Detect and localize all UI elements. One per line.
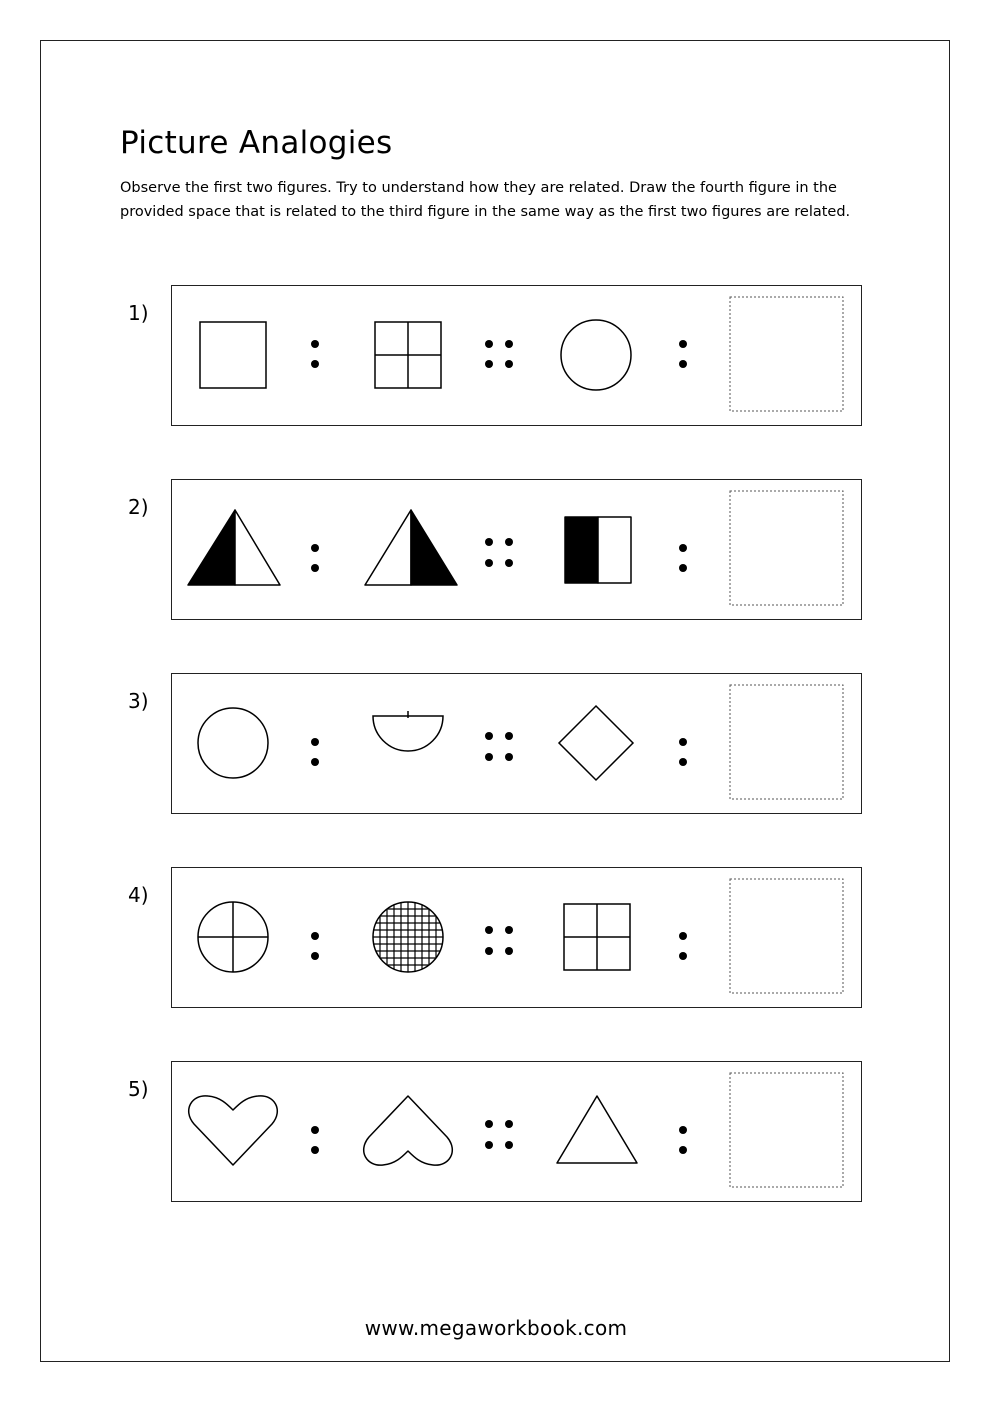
proportion-double-colon bbox=[485, 732, 513, 761]
question-row-5 bbox=[171, 1061, 862, 1202]
square-divided-in-four-figure bbox=[375, 322, 441, 388]
answer-box[interactable] bbox=[730, 491, 843, 605]
footer-website: www.megaworkbook.com bbox=[364, 1316, 628, 1340]
question-number: 4) bbox=[128, 883, 149, 907]
question-number: 2) bbox=[128, 495, 149, 519]
ratio-colon bbox=[679, 738, 687, 766]
ratio-colon bbox=[679, 1126, 687, 1154]
question-row-2 bbox=[171, 479, 862, 620]
question-row-1 bbox=[171, 285, 862, 426]
circle-figure bbox=[198, 708, 268, 778]
ratio-colon bbox=[311, 1126, 319, 1154]
ratio-colon bbox=[311, 738, 319, 766]
triangle-left-shaded-figure bbox=[188, 510, 280, 585]
question-number: 3) bbox=[128, 689, 149, 713]
rectangle-left-shaded-figure bbox=[565, 517, 631, 583]
answer-box[interactable] bbox=[730, 685, 843, 799]
circle-figure bbox=[561, 320, 631, 390]
ratio-colon bbox=[679, 932, 687, 960]
square-figure bbox=[200, 322, 266, 388]
proportion-double-colon bbox=[485, 340, 513, 368]
question-row-4 bbox=[171, 867, 862, 1008]
diamond-figure bbox=[559, 706, 633, 780]
square-divided-in-four-figure bbox=[564, 904, 630, 970]
triangle-figure bbox=[557, 1096, 637, 1163]
question-number: 5) bbox=[128, 1077, 149, 1101]
ratio-colon bbox=[311, 544, 319, 572]
page-title: Picture Analogies bbox=[120, 125, 393, 161]
ratio-colon bbox=[679, 340, 687, 368]
answer-box[interactable] bbox=[730, 297, 843, 411]
triangle-right-shaded-figure bbox=[365, 510, 457, 585]
proportion-double-colon bbox=[485, 926, 513, 955]
answer-box[interactable] bbox=[730, 879, 843, 993]
question-number: 1) bbox=[128, 301, 149, 325]
heart-figure bbox=[189, 1096, 278, 1165]
half-circle-figure bbox=[373, 711, 443, 751]
circle-divided-in-four-figure bbox=[198, 902, 268, 972]
proportion-double-colon bbox=[485, 1120, 513, 1149]
question-row-3 bbox=[171, 673, 862, 814]
circle-with-grid-figure bbox=[367, 898, 449, 978]
ratio-colon bbox=[679, 544, 687, 572]
instructions: Observe the first two figures. Try to understand how they are related. Draw the fourth figure in the provided space that is related to the third figure in the same way as the first two figures are related. bbox=[120, 180, 851, 220]
ratio-colon bbox=[311, 932, 319, 960]
proportion-double-colon bbox=[485, 538, 513, 567]
ratio-colon bbox=[311, 340, 319, 368]
heart-upside-down-figure bbox=[364, 1096, 453, 1165]
answer-box[interactable] bbox=[730, 1073, 843, 1187]
